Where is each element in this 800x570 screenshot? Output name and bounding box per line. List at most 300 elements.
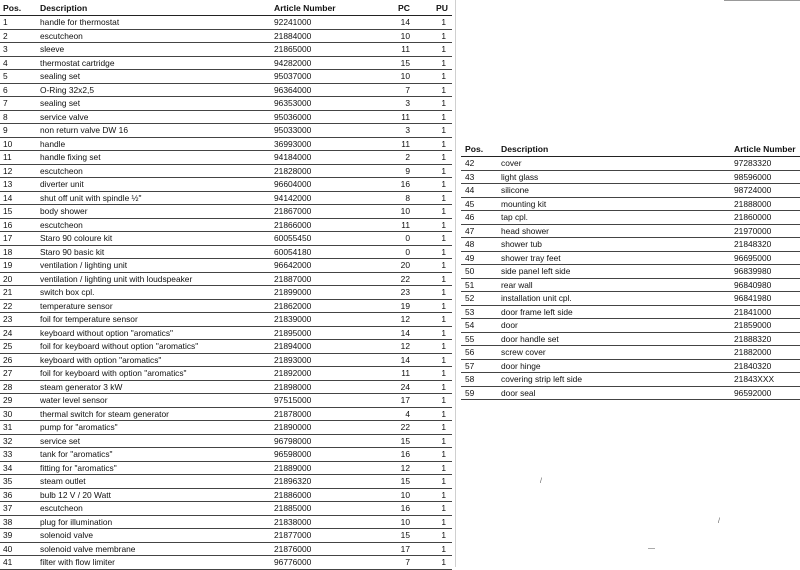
cell-article-number: 21859000 xyxy=(734,320,772,330)
cell-pu: 1 xyxy=(441,503,446,513)
cell-description: sealing set xyxy=(40,98,81,108)
cell-pos: 55 xyxy=(465,333,475,344)
cell-pu: 1 xyxy=(441,327,446,338)
table-row xyxy=(0,327,452,341)
table-row xyxy=(0,178,452,192)
table-row xyxy=(0,435,452,449)
cell-pc: 20 xyxy=(400,260,410,270)
header-article-number: Article Number xyxy=(734,144,796,154)
cell-article-number: 96642000 xyxy=(274,260,312,270)
cell-pc: 23 xyxy=(400,287,410,297)
cell-article-number: 60054180 xyxy=(274,246,312,257)
cell-pu: 1 xyxy=(441,57,446,68)
cell-description: rear wall xyxy=(501,279,533,290)
cell-description: switch box cpl. xyxy=(40,287,95,297)
cell-pc: 15 xyxy=(400,476,410,486)
cell-pu: 1 xyxy=(441,449,446,459)
cell-pc: 4 xyxy=(405,408,410,419)
cell-pos: 28 xyxy=(3,381,13,392)
cell-pos: 48 xyxy=(465,239,475,249)
table-body xyxy=(0,16,452,570)
cell-pu: 1 xyxy=(441,489,446,500)
table-row xyxy=(461,319,800,333)
cell-description: escutcheon xyxy=(40,503,83,513)
cell-pos: 37 xyxy=(3,503,13,513)
cell-description: sleeve xyxy=(40,44,65,54)
cell-article-number: 21886000 xyxy=(274,489,312,500)
cell-article-number: 21862000 xyxy=(274,300,312,311)
cell-pos: 1 xyxy=(3,17,8,27)
cell-pu: 1 xyxy=(441,395,446,405)
cell-pc: 10 xyxy=(400,206,410,216)
cell-pu: 1 xyxy=(441,435,446,446)
cell-pc: 10 xyxy=(400,30,410,41)
cell-article-number: 96798000 xyxy=(274,435,312,446)
table-row xyxy=(0,192,452,206)
table-row xyxy=(0,84,452,98)
cell-pu: 1 xyxy=(441,530,446,540)
table-row xyxy=(0,408,452,422)
cell-description: door handle set xyxy=(501,333,559,344)
cell-pos: 57 xyxy=(465,360,475,371)
cell-pos: 20 xyxy=(3,273,13,284)
cell-pos: 15 xyxy=(3,206,13,216)
cell-pc: 11 xyxy=(401,138,410,149)
cell-pos: 49 xyxy=(465,252,475,263)
table-row xyxy=(0,462,452,476)
cell-pos: 44 xyxy=(465,185,475,195)
table-row xyxy=(0,394,452,408)
cell-pos: 32 xyxy=(3,435,13,446)
cell-pc: 7 xyxy=(405,557,410,567)
header-article-number: Article Number xyxy=(274,3,336,13)
cell-description: shower tub xyxy=(501,239,542,249)
cell-pu: 1 xyxy=(441,354,446,365)
cell-description: fitting for "aromatics" xyxy=(40,462,117,473)
cell-pos: 22 xyxy=(3,300,13,311)
cell-description: steam outlet xyxy=(40,476,86,486)
table-row xyxy=(0,313,452,327)
cell-description: side panel left side xyxy=(501,266,571,276)
cell-article-number: 36993000 xyxy=(274,138,312,149)
cell-pu: 1 xyxy=(441,111,446,122)
cell-pos: 26 xyxy=(3,354,13,365)
table-row xyxy=(0,300,452,314)
cell-pc: 12 xyxy=(400,462,410,473)
cell-pc: 12 xyxy=(400,341,410,351)
cell-description: pump for "aromatics" xyxy=(40,422,118,432)
cell-description: Staro 90 coloure kit xyxy=(40,233,113,243)
cell-pu: 1 xyxy=(441,246,446,257)
cell-pc: 11 xyxy=(401,368,410,378)
cell-pos: 52 xyxy=(465,293,475,303)
cell-description: Staro 90 basic kit xyxy=(40,246,105,257)
cell-pos: 45 xyxy=(465,198,475,209)
cell-pu: 1 xyxy=(441,476,446,486)
table-row xyxy=(461,225,800,239)
table-row xyxy=(0,138,452,152)
table-row xyxy=(0,30,452,44)
cell-description: screw cover xyxy=(501,347,546,357)
header-pos: Pos. xyxy=(3,3,22,13)
table-row xyxy=(0,205,452,219)
table-row xyxy=(461,198,800,212)
cell-pu: 1 xyxy=(441,165,446,176)
cell-pos: 19 xyxy=(3,260,13,270)
cell-pc: 22 xyxy=(400,273,410,284)
table-row xyxy=(0,165,452,179)
cell-pu: 1 xyxy=(441,233,446,243)
cell-article-number: 21840320 xyxy=(734,360,772,371)
cell-article-number: 96598000 xyxy=(274,449,312,459)
cell-article-number: 21892000 xyxy=(274,368,312,378)
table-row xyxy=(461,333,800,347)
table-row xyxy=(0,367,452,381)
cell-pc: 0 xyxy=(405,233,410,243)
cell-pos: 38 xyxy=(3,516,13,527)
cell-article-number: 21885000 xyxy=(274,503,312,513)
cell-article-number: 21887000 xyxy=(274,273,312,284)
cell-pu: 1 xyxy=(441,314,446,324)
table-row xyxy=(0,43,452,57)
cell-pos: 21 xyxy=(3,287,13,297)
table-row xyxy=(0,124,452,138)
cell-description: filter with flow limiter xyxy=(40,557,115,567)
header-pu: PU xyxy=(436,3,448,13)
stray-mark: / xyxy=(718,518,720,525)
table-row xyxy=(0,381,452,395)
cell-article-number: 21839000 xyxy=(274,314,312,324)
cell-pu: 1 xyxy=(441,179,446,189)
cell-pos: 58 xyxy=(465,374,475,384)
cell-pc: 19 xyxy=(400,300,410,311)
table-row xyxy=(0,70,452,84)
cell-article-number: 21898000 xyxy=(274,381,312,392)
cell-description: tap cpl. xyxy=(501,212,529,222)
parts-table-right xyxy=(461,141,800,400)
cell-pos: 51 xyxy=(465,279,475,290)
cell-pu: 1 xyxy=(441,98,446,108)
cell-description: keyboard without option "aromatics" xyxy=(40,327,174,338)
cell-pu: 1 xyxy=(441,125,446,135)
cell-article-number: 21899000 xyxy=(274,287,312,297)
header-description: Description xyxy=(40,3,88,13)
cell-pos: 18 xyxy=(3,246,13,257)
cell-article-number: 21843XXX xyxy=(734,374,775,384)
cell-description: service set xyxy=(40,435,81,446)
table-row xyxy=(0,97,452,111)
cell-pu: 1 xyxy=(441,381,446,392)
table-row xyxy=(0,259,452,273)
cell-description: solenoid valve xyxy=(40,530,94,540)
cell-article-number: 21878000 xyxy=(274,408,312,419)
cell-pu: 1 xyxy=(441,516,446,527)
cell-pc: 3 xyxy=(405,125,410,135)
cell-description: body shower xyxy=(40,206,88,216)
cell-pos: 33 xyxy=(3,449,13,459)
cell-pos: 42 xyxy=(465,158,475,168)
table-row xyxy=(0,502,452,516)
cell-description: shower tray feet xyxy=(501,252,561,263)
cell-pu: 1 xyxy=(441,408,446,419)
cell-pc: 17 xyxy=(400,543,410,554)
cell-pos: 4 xyxy=(3,57,8,68)
cell-article-number: 60055450 xyxy=(274,233,312,243)
cell-article-number: 96841980 xyxy=(734,293,772,303)
table-row xyxy=(0,448,452,462)
cell-article-number: 96840980 xyxy=(734,279,772,290)
cell-article-number: 21848320 xyxy=(734,239,772,249)
cell-pc: 8 xyxy=(405,192,410,203)
cell-description: installation unit cpl. xyxy=(501,293,572,303)
cell-article-number: 92241000 xyxy=(274,17,312,27)
cell-pc: 15 xyxy=(400,57,410,68)
table-row xyxy=(461,252,800,266)
cell-description: ventilation / lighting unit xyxy=(40,260,128,270)
cell-pu: 1 xyxy=(441,557,446,567)
cell-pos: 59 xyxy=(465,387,475,398)
table-row xyxy=(461,373,800,387)
cell-article-number: 21876000 xyxy=(274,543,312,554)
table-row xyxy=(461,238,800,252)
cell-article-number: 21896320 xyxy=(274,476,312,486)
cell-article-number: 21889000 xyxy=(274,462,312,473)
cell-pc: 11 xyxy=(401,111,410,122)
cell-pc: 10 xyxy=(400,516,410,527)
cell-pos: 2 xyxy=(3,30,8,41)
table-row xyxy=(461,171,800,185)
cell-article-number: 96353000 xyxy=(274,98,312,108)
cell-pos: 10 xyxy=(3,138,13,149)
cell-description: O-Ring 32x2,5 xyxy=(40,84,94,95)
cell-pu: 1 xyxy=(441,152,446,162)
cell-pc: 15 xyxy=(400,435,410,446)
cell-pos: 8 xyxy=(3,111,8,122)
cell-pos: 17 xyxy=(3,233,13,243)
cell-pc: 10 xyxy=(400,71,410,81)
cell-article-number: 96592000 xyxy=(734,387,772,398)
cell-pos: 50 xyxy=(465,266,475,276)
cell-pu: 1 xyxy=(441,219,446,230)
cell-description: foil for keyboard without option "aromatics" xyxy=(40,341,199,351)
cell-description: cover xyxy=(501,158,522,168)
cell-pos: 23 xyxy=(3,314,13,324)
cell-pos: 36 xyxy=(3,489,13,500)
cell-article-number: 21866000 xyxy=(274,219,312,230)
cell-description: diverter unit xyxy=(40,179,84,189)
cell-article-number: 97283320 xyxy=(734,158,772,168)
cell-description: shut off unit with spindle ½" xyxy=(40,192,142,203)
cell-pu: 1 xyxy=(441,30,446,41)
table-header xyxy=(0,0,452,16)
table-row xyxy=(0,219,452,233)
cell-article-number: 96364000 xyxy=(274,84,312,95)
table-row xyxy=(461,360,800,374)
cell-article-number: 95037000 xyxy=(274,71,312,81)
table-row xyxy=(0,516,452,530)
cell-article-number: 21860000 xyxy=(734,212,772,222)
cell-pos: 12 xyxy=(3,165,13,176)
cell-pc: 14 xyxy=(400,354,410,365)
table-row xyxy=(461,157,800,171)
cell-article-number: 97515000 xyxy=(274,395,312,405)
cell-article-number: 21828000 xyxy=(274,165,312,176)
cell-pc: 12 xyxy=(400,314,410,324)
cell-pos: 40 xyxy=(3,543,13,554)
table-row xyxy=(0,556,452,570)
cell-article-number: 21895000 xyxy=(274,327,312,338)
cell-pos: 13 xyxy=(3,179,13,189)
cell-pc: 14 xyxy=(400,17,410,27)
cell-pu: 1 xyxy=(441,422,446,432)
table-row xyxy=(461,279,800,293)
cell-article-number: 21970000 xyxy=(734,225,772,236)
cell-article-number: 21867000 xyxy=(274,206,312,216)
cell-description: covering strip left side xyxy=(501,374,582,384)
cell-pos: 47 xyxy=(465,225,475,236)
table-row xyxy=(0,273,452,287)
cell-pu: 1 xyxy=(441,543,446,554)
table-row xyxy=(0,151,452,165)
cell-pc: 9 xyxy=(405,165,410,176)
cell-pos: 54 xyxy=(465,320,475,330)
table-header xyxy=(461,141,800,157)
cell-article-number: 94282000 xyxy=(274,57,312,68)
cell-article-number: 94184000 xyxy=(274,152,312,162)
cell-description: ventilation / lighting unit with loudspeaker xyxy=(40,273,193,284)
cell-article-number: 21890000 xyxy=(274,422,312,432)
cell-pos: 29 xyxy=(3,395,13,405)
cell-pos: 9 xyxy=(3,125,8,135)
cell-pu: 1 xyxy=(441,341,446,351)
cell-description: handle xyxy=(40,138,66,149)
cell-pos: 30 xyxy=(3,408,13,419)
cell-pos: 25 xyxy=(3,341,13,351)
cell-pos: 24 xyxy=(3,327,13,338)
cell-description: temperature sensor xyxy=(40,300,113,311)
cell-description: foil for keyboard with option "aromatics" xyxy=(40,368,187,378)
cell-pc: 0 xyxy=(405,246,410,257)
table-row xyxy=(0,489,452,503)
cell-article-number: 96604000 xyxy=(274,179,312,189)
cell-pu: 1 xyxy=(441,368,446,378)
cell-description: service valve xyxy=(40,111,89,122)
cell-pc: 2 xyxy=(405,152,410,162)
cell-article-number: 21882000 xyxy=(734,347,772,357)
cell-article-number: 21884000 xyxy=(274,30,312,41)
cell-description: door xyxy=(501,320,518,330)
cell-article-number: 21888320 xyxy=(734,333,772,344)
cell-pu: 1 xyxy=(441,71,446,81)
cell-article-number: 94142000 xyxy=(274,192,312,203)
cell-pos: 27 xyxy=(3,368,13,378)
table-row xyxy=(0,111,452,125)
cell-pos: 3 xyxy=(3,44,8,54)
cell-description: tank for "aromatics" xyxy=(40,449,113,459)
cell-description: light glass xyxy=(501,171,539,182)
table-row xyxy=(0,529,452,543)
cell-pc: 11 xyxy=(401,44,410,54)
cell-pu: 1 xyxy=(441,17,446,27)
cell-article-number: 96695000 xyxy=(734,252,772,263)
cell-article-number: 95036000 xyxy=(274,111,312,122)
page-divider xyxy=(455,0,456,567)
cell-pu: 1 xyxy=(441,84,446,95)
cell-pu: 1 xyxy=(441,192,446,203)
header-pos: Pos. xyxy=(465,144,484,154)
table-row xyxy=(0,543,452,557)
table-row xyxy=(461,265,800,279)
cell-pos: 5 xyxy=(3,71,8,81)
cell-article-number: 98596000 xyxy=(734,171,772,182)
cell-article-number: 21841000 xyxy=(734,306,772,317)
cell-pos: 7 xyxy=(3,98,8,108)
stray-mark: / xyxy=(540,478,542,485)
cell-description: steam generator 3 kW xyxy=(40,381,123,392)
cell-pc: 3 xyxy=(405,98,410,108)
cell-article-number: 98724000 xyxy=(734,185,772,195)
cell-description: solenoid valve membrane xyxy=(40,543,136,554)
cell-article-number: 21838000 xyxy=(274,516,312,527)
cell-pos: 41 xyxy=(3,557,13,567)
cell-pu: 1 xyxy=(441,206,446,216)
table-row xyxy=(0,57,452,71)
cell-pos: 46 xyxy=(465,212,475,222)
cell-description: door hinge xyxy=(501,360,541,371)
table-body xyxy=(461,157,800,400)
cell-description: thermal switch for steam generator xyxy=(40,408,169,419)
cell-description: foil for temperature sensor xyxy=(40,314,138,324)
cell-pu: 1 xyxy=(441,138,446,149)
cell-pos: 39 xyxy=(3,530,13,540)
table-row xyxy=(0,16,452,30)
cell-article-number: 21894000 xyxy=(274,341,312,351)
cell-description: door seal xyxy=(501,387,536,398)
cell-pu: 1 xyxy=(441,260,446,270)
cell-pos: 6 xyxy=(3,84,8,95)
table-row xyxy=(0,286,452,300)
cell-description: escutcheon xyxy=(40,219,83,230)
cell-article-number: 95033000 xyxy=(274,125,312,135)
cell-pu: 1 xyxy=(441,273,446,284)
cell-pos: 43 xyxy=(465,171,475,182)
cell-pu: 1 xyxy=(441,300,446,311)
table-row xyxy=(461,306,800,320)
cell-pc: 17 xyxy=(400,395,410,405)
cell-article-number: 21865000 xyxy=(274,44,312,54)
cell-pu: 1 xyxy=(441,462,446,473)
cell-article-number: 21888000 xyxy=(734,198,772,209)
header-pc: PC xyxy=(398,3,410,13)
table-row xyxy=(461,211,800,225)
cell-pc: 22 xyxy=(400,422,410,432)
cell-article-number: 21877000 xyxy=(274,530,312,540)
cell-description: handle for thermostat xyxy=(40,17,120,27)
table-row xyxy=(0,354,452,368)
cell-pos: 16 xyxy=(3,219,13,230)
table-row xyxy=(0,475,452,489)
cell-pos: 53 xyxy=(465,306,475,317)
table-row xyxy=(0,421,452,435)
cell-pc: 14 xyxy=(400,327,410,338)
cell-description: head shower xyxy=(501,225,549,236)
cell-description: handle fixing set xyxy=(40,152,101,162)
cell-pos: 11 xyxy=(3,152,12,162)
cell-description: sealing set xyxy=(40,71,81,81)
cell-description: silicone xyxy=(501,185,529,195)
cell-pc: 16 xyxy=(400,179,410,189)
cell-description: escutcheon xyxy=(40,165,83,176)
